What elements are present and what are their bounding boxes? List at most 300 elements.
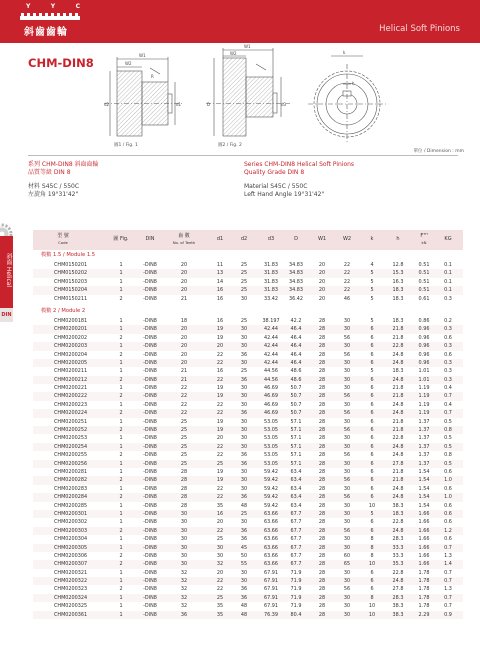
table-cell: 42.44 [263,343,279,350]
table-cell: 28 [318,410,326,417]
table-cell: 0.6 [444,510,452,517]
table-cell: 28 [318,326,326,333]
table-cell: 6 [370,569,374,576]
table-cell: 6 [370,586,374,593]
table-cell: 1 [119,278,123,285]
table-row [33,278,463,286]
table-cell: 35 [216,603,224,610]
table-cell: 6 [370,393,374,400]
table-cell: 22 [343,270,351,277]
column-header-label: W1 [317,236,327,243]
side-tab-din[interactable]: DIN [0,308,13,322]
table-cell: 0.7 [444,603,452,610]
table-cell: 0.6 [444,536,452,543]
table-cell: 30 [343,502,351,509]
table-cell: 19 [216,326,224,333]
table-cell: 0.6 [444,468,452,475]
table-cell: 63.66 [263,544,279,551]
product-code: CHM0200205 [54,359,88,366]
table-cell: 28 [318,385,326,392]
table-cell: 32 [180,569,188,576]
table-cell: 6 [370,460,374,467]
table-cell: 0.9 [444,611,452,618]
table-cell: 1 [119,594,123,601]
table-cell: 56 [343,351,351,358]
table-cell: 0.3 [444,368,452,375]
table-cell: 53.05 [263,460,279,467]
table-cell: 6 [370,477,374,484]
table-cell: 63.4 [290,468,302,475]
table-cell: 57.1 [290,418,302,425]
table-cell: 28.3 [392,594,404,601]
table-cell: 31.83 [263,278,279,285]
table-cell: 22 [343,278,351,285]
table-cell: 11 [216,262,224,268]
column-header [113,230,128,250]
table-cell: 46.4 [290,326,302,333]
table-cell: 67.7 [290,544,302,551]
column-header-label: d1 [216,236,224,243]
table-cell: 28 [318,418,326,425]
table-cell: 1 [119,317,123,324]
table-cell: 46 [343,295,351,302]
table-cell: 22 [216,485,224,492]
column-header [241,230,247,250]
table-cell: 28 [318,368,326,375]
table-cell: 28 [318,519,326,526]
table-cell: 30 [240,418,248,425]
product-code: CHM0200306 [54,552,88,559]
table-cell: 2 [119,586,123,593]
table-cell: 12.8 [392,262,404,268]
table-cell: -DIN8 [143,343,157,350]
table-cell: 1 [119,544,123,551]
table-cell: 1.01 [418,376,430,383]
table-cell: -DIN8 [143,519,157,526]
table-cell: 14 [216,278,224,285]
table-cell: 30 [343,485,351,492]
table-cell: 8 [370,536,374,543]
table-cell: 30 [240,359,248,366]
table-cell: 1.66 [418,544,430,551]
table-cell: 36 [240,376,248,383]
material-info-cn [28,183,79,199]
column-header-label: 型 號 [57,233,69,240]
table-cell: 36 [240,594,248,601]
table-cell: 30 [240,468,248,475]
table-cell: 67.7 [290,519,302,526]
table-cell: 0.6 [444,351,452,358]
table-cell: 67.7 [290,536,302,543]
table-row [33,376,463,384]
table-row [33,476,463,484]
table-cell: 63.66 [263,552,279,559]
table-cell: 28 [318,343,326,350]
table-cell: 28 [318,552,326,559]
product-code: CHM0200302 [54,519,88,526]
table-cell: 30 [343,435,351,442]
table-cell: 38.197 [262,317,280,324]
gear-front-view [308,56,386,144]
table-cell: 6 [370,326,374,333]
table-cell: 30 [343,594,351,601]
table-row [33,611,463,619]
table-cell: 1.4 [444,561,452,568]
table-cell: 53.05 [263,418,279,425]
table-cell: 30 [240,427,248,434]
table-cell: 20 [180,359,188,366]
table-cell: 0.1 [444,270,452,277]
table-cell: 1.19 [418,410,430,417]
table-cell: 50.7 [290,401,302,408]
table-row [33,351,463,359]
table-cell: 20 [216,343,224,350]
table-cell: 22 [343,287,351,294]
table-cell: 8 [370,552,374,559]
table-cell: 0.8 [444,427,452,434]
table-cell: 0.1 [444,278,452,285]
table-cell: 6 [370,494,374,501]
table-cell: 6 [370,527,374,534]
table-row [33,392,463,400]
table-cell: 25 [216,536,224,543]
table-cell: 1 [119,368,123,375]
table-cell: 35 [216,502,224,509]
table-cell: 30 [343,510,351,517]
table-cell: 30 [180,544,188,551]
table-cell: 63.66 [263,519,279,526]
table-cell: 28 [318,460,326,467]
table-cell: 22 [216,527,224,534]
column-header-label: k [370,236,374,243]
product-code: CHM0200251 [54,418,88,425]
table-cell: 0.7 [444,594,452,601]
fig1-drawing [104,57,182,136]
table-cell: 1 [119,519,123,526]
table-cell: 48.6 [290,368,302,375]
table-cell: 1.66 [418,536,430,543]
table-cell: 59.42 [263,494,279,501]
product-code: CHM0200256 [54,460,88,467]
table-cell: 30 [240,519,248,526]
column-header-label: 齒 數 [178,233,190,240]
table-cell: 67.91 [263,586,279,593]
table-cell: 1 [119,401,123,408]
table-cell: 28 [318,317,326,324]
table-cell: 2 [119,410,123,417]
table-cell: -DIN8 [143,611,157,618]
table-cell: 0.3 [444,295,452,302]
table-cell: -DIN8 [143,287,157,294]
table-cell: 59.42 [263,468,279,475]
table-cell: 0.51 [418,270,430,277]
table-cell: -DIN8 [143,502,157,509]
table-cell: 0.2 [444,317,452,324]
table-cell: 24.8 [392,359,404,366]
column-header [217,230,223,250]
table-cell: 24.8 [392,351,404,358]
table-cell: 28 [318,594,326,601]
table-cell: 2 [119,452,123,459]
table-cell: 22.8 [392,435,404,442]
table-cell: 28 [318,351,326,358]
table-cell: 30 [343,536,351,543]
table-cell: 30 [216,544,224,551]
table-cell: 30 [240,326,248,333]
table-cell: 18.3 [392,317,404,324]
table-cell: 30 [240,385,248,392]
table-cell: 6 [370,359,374,366]
table-cell: 21 [180,295,188,302]
product-code: CHM0200223 [54,401,88,408]
table-cell: 20 [180,262,188,268]
table-cell: 28 [318,468,326,475]
table-cell: 46.69 [263,385,279,392]
table-row [33,502,463,510]
table-cell: 0.96 [418,351,430,358]
table-cell: 31.83 [263,270,279,277]
table-cell: 6 [370,435,374,442]
table-cell: 22 [180,385,188,392]
table-cell: 30 [180,519,188,526]
en-material: Material S45C / 550C [244,183,308,190]
table-row [33,443,463,451]
table-cell: 0.6 [444,502,452,509]
table-cell: 30 [180,552,188,559]
product-code: CHM0150211 [54,295,88,302]
table-cell: 28 [318,401,326,408]
table-cell: 27.8 [392,460,404,467]
table-row [33,569,463,577]
table-cell: 1.66 [418,552,430,559]
cn-series: 系列 CHM-DIN8 斜齒齒輪 [28,161,99,168]
fig2-drawing [206,48,290,136]
table-cell: 25 [180,443,188,450]
column-header [318,230,326,250]
table-cell: 16 [216,368,224,375]
table-row [33,510,463,518]
table-cell: 22 [180,410,188,417]
table-cell: 30 [240,477,248,484]
table-cell: 6 [370,410,374,417]
table-cell: 24.8 [392,578,404,585]
table-cell: 5 [370,368,374,375]
table-cell: 33.42 [263,295,279,302]
table-cell: 46.4 [290,343,302,350]
table-row [33,468,463,476]
table-cell: 0.61 [418,295,430,302]
table-cell: 18.3 [392,510,404,517]
table-cell: 5 [370,295,374,302]
table-row [33,269,463,277]
table-cell: 18 [180,317,188,324]
brand-logo [20,3,80,39]
table-cell: 25 [180,452,188,459]
table-cell: -DIN8 [143,443,157,450]
table-cell: 2 [119,376,123,383]
table-cell: 1 [119,569,123,576]
table-cell: 20 [180,343,188,350]
table-cell: 38.3 [392,611,404,618]
table-cell: 42.2 [290,317,302,324]
table-cell: 28 [318,510,326,517]
table-cell: 57.1 [290,460,302,467]
table-row [33,342,463,350]
dim-w1-label: W1 [139,53,146,58]
table-cell: 21.8 [392,468,404,475]
table-row [33,261,463,269]
table-cell: 28 [318,502,326,509]
table-cell: -DIN8 [143,561,157,568]
table-cell: 42.44 [263,359,279,366]
table-cell: 1 [119,418,123,425]
table-cell: 2 [119,477,123,484]
product-code: CHM0150203 [54,278,88,285]
table-cell: 0.96 [418,326,430,333]
table-cell: 1.0 [444,477,452,484]
table-cell: 1.3 [444,552,452,559]
table-row [33,286,463,294]
table-cell: 59.42 [263,485,279,492]
table-cell: 48.6 [290,376,302,383]
table-cell: 57.1 [290,435,302,442]
header-title: Helical Soft Pinions [379,24,460,34]
table-row [33,560,463,568]
table-cell: -DIN8 [143,359,157,366]
table-cell: 67.91 [263,578,279,585]
side-tab-label: 斜齒 Helical [5,252,12,288]
table-cell: 67.7 [290,510,302,517]
product-code: CHM0150201 [54,262,88,268]
table-cell: 0.1 [444,287,452,294]
table-row [33,585,463,593]
table-cell: 34.83 [288,287,304,294]
table-cell: 25 [240,317,248,324]
table-cell: 20 [318,295,326,302]
table-cell: 71.9 [290,586,302,593]
product-code: CHM0200281 [54,468,88,475]
table-cell: 22 [216,351,224,358]
table-cell: 19 [216,477,224,484]
table-cell: 1.37 [418,452,430,459]
product-code: CHM0200204 [54,351,88,358]
table-cell: 5 [370,287,374,294]
divider [28,155,458,156]
cn-material: 材料 S45C / 550C [28,183,80,190]
en-hand: Left Hand Angle 19°31'42" [244,191,325,198]
table-cell: -DIN8 [143,485,157,492]
dim-k-label: k [343,50,346,55]
table-cell: 19 [216,418,224,425]
table-cell: 31.83 [263,262,279,268]
material-info-en [244,183,324,199]
table-cell: -DIN8 [143,278,157,285]
table-cell: 16.3 [392,278,404,285]
table-cell: 25 [240,368,248,375]
table-cell: 21 [180,376,188,383]
column-header [371,230,374,250]
table-cell: 67.91 [263,569,279,576]
logo-letter: Y [26,3,31,10]
table-cell: 25 [180,418,188,425]
table-cell: 19 [216,393,224,400]
column-header-label: 圖 Fig. [113,236,129,243]
table-cell: 56 [343,494,351,501]
table-cell: -DIN8 [143,410,157,417]
table-cell: -DIN8 [143,368,157,375]
table-cell: 44.56 [263,368,279,375]
dim-d2-label: d2 [104,102,110,107]
table-cell: 21.8 [392,393,404,400]
table-cell: 63.4 [290,485,302,492]
product-code: CHM0150204 [54,287,88,294]
table-cell: 25 [240,510,248,517]
table-row [33,460,463,468]
table-cell: 1.3 [444,586,452,593]
table-cell: 30 [240,569,248,576]
product-code: CHM0200321 [54,569,88,576]
table-cell: 28 [180,485,188,492]
table-cell: 21 [180,368,188,375]
table-cell: 1 [119,603,123,610]
table-cell: -DIN8 [143,334,157,341]
table-cell: 1.78 [418,594,430,601]
table-cell: 22.8 [392,519,404,526]
en-series: Series CHM-DIN8 Helical Soft Pinions [244,161,355,168]
table-cell: 36 [240,586,248,593]
table-cell: 21.8 [392,477,404,484]
table-cell: 22.8 [392,343,404,350]
table-cell: 30 [216,552,224,559]
table-cell: 16 [216,295,224,302]
table-cell: 21.8 [392,326,404,333]
table-cell: 10 [368,502,376,509]
table-cell: 27.8 [392,586,404,593]
product-code: CHM0200285 [54,502,88,509]
table-cell: 34.83 [288,270,304,277]
table-cell: 2 [119,295,123,302]
table-cell: 33.3 [392,552,404,559]
table-cell: 30 [343,317,351,324]
table-cell: 16 [216,510,224,517]
table-cell: 22 [216,443,224,450]
table-cell: 1.66 [418,519,430,526]
product-code: CHM0200322 [54,578,88,585]
table-cell: 25 [180,435,188,442]
table-row [33,594,463,602]
table-cell: 30 [343,443,351,450]
table-cell: 1.78 [418,578,430,585]
table-cell: 46.69 [263,393,279,400]
table-cell: 36 [240,452,248,459]
table-cell: 53.05 [263,452,279,459]
column-header [343,230,351,250]
table-header [33,230,463,250]
table-cell: 5 [370,317,374,324]
table-cell: 1.37 [418,435,430,442]
product-code: CHM0200252 [54,427,88,434]
product-code: CHM0200255 [54,452,88,459]
table-cell: 0.7 [444,578,452,585]
table-cell: 1 [119,359,123,366]
table-cell: 0.4 [444,401,452,408]
table-row [33,451,463,459]
table-cell: 28 [318,578,326,585]
fig2-label: 圖2 / Fig. 2 [218,143,242,148]
table-row [33,384,463,392]
table-cell: 28 [318,494,326,501]
table-cell: 1.54 [418,477,430,484]
